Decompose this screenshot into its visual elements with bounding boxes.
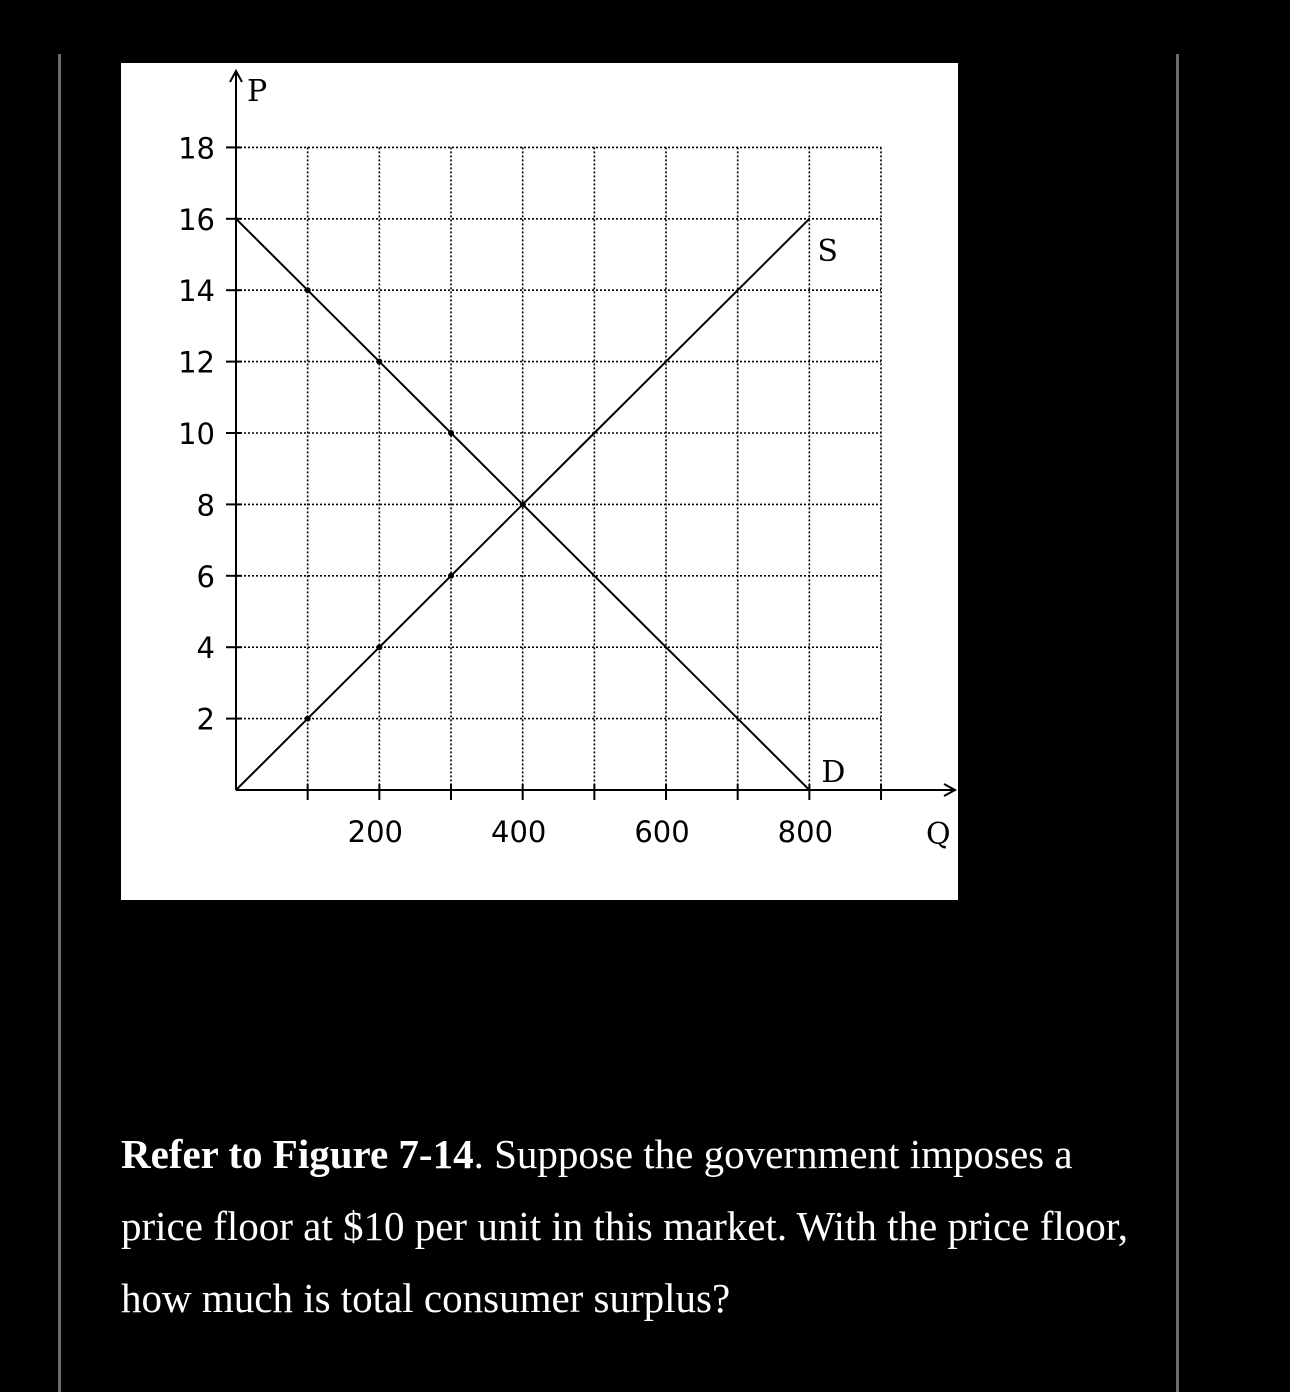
figure-reference: Refer to Figure 7-14 — [121, 1131, 474, 1177]
x-tick-label: 200 — [347, 815, 404, 849]
y-tick-label: 18 — [178, 131, 215, 166]
x-axis-label: Q — [926, 817, 951, 852]
y-tick-label: 10 — [178, 417, 215, 451]
data-point-marker — [448, 573, 454, 579]
x-tick-label: 600 — [634, 815, 690, 849]
data-point-marker — [376, 644, 382, 650]
y-tick-label: 4 — [196, 631, 215, 666]
data-point-marker — [305, 716, 311, 722]
y-tick-label: 8 — [196, 488, 215, 523]
supply-demand-chart — [121, 63, 958, 900]
right-divider — [1176, 54, 1179, 1392]
y-tick-label: 12 — [178, 345, 215, 380]
y-tick-label: 14 — [178, 274, 215, 309]
y-tick-label: 6 — [196, 559, 215, 594]
figure-panel — [121, 63, 958, 900]
y-tick-label: 16 — [178, 202, 215, 237]
question-text — [121, 1118, 1131, 1334]
y-tick-label: 2 — [196, 702, 215, 737]
y-axis-label: P — [247, 74, 268, 109]
data-point-marker — [376, 359, 382, 365]
x-tick-label: 800 — [777, 815, 834, 849]
data-point-marker — [520, 501, 526, 507]
x-tick-label: 400 — [491, 815, 547, 849]
question-body: . Suppose the government imposes a price floor at $10 per unit in this market. With the price floor, how much is total consumer surplus? — [121, 1131, 1129, 1321]
series-label-s: S — [817, 233, 838, 269]
series-label-d: D — [821, 755, 846, 790]
data-point-marker — [305, 287, 311, 293]
left-divider — [58, 54, 61, 1392]
data-point-marker — [448, 430, 454, 436]
